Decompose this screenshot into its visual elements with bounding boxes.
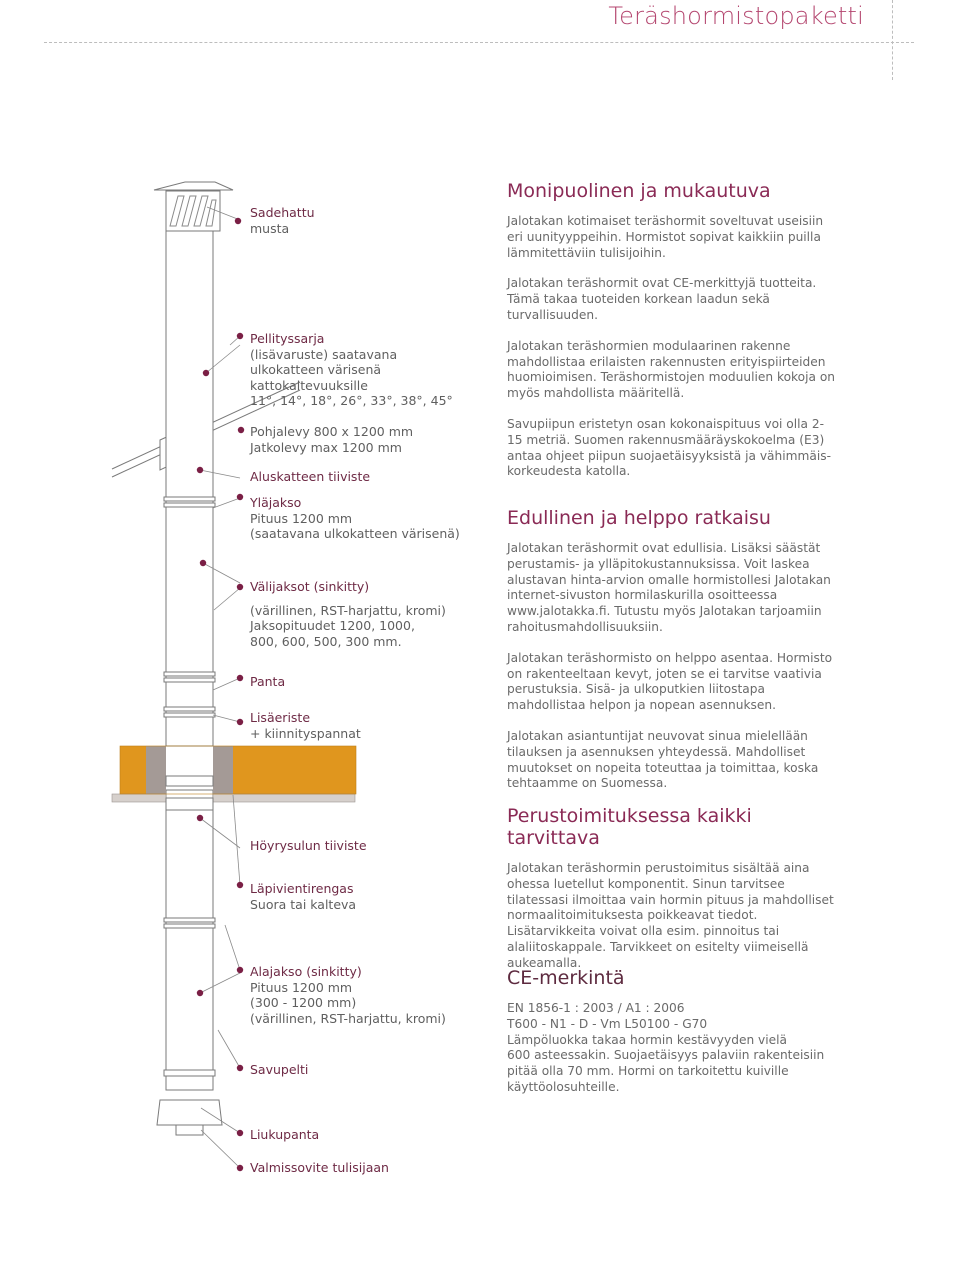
label-sub: + kiinnityspannat (250, 725, 361, 741)
label-lisaeriste (250, 710, 361, 741)
label-line: Pituus 1200 mm (250, 979, 353, 995)
label-sadehattu (250, 205, 315, 236)
label-title: Valmissovite tulisijaan (250, 1160, 389, 1175)
label-line: (300 - 1200 mm) (250, 995, 357, 1010)
section-perustoimitus (507, 805, 837, 987)
label-valijaksot (250, 579, 446, 649)
label-line: 11°, 14°, 18°, 26°, 33°, 38°, 45° (250, 393, 453, 408)
ce-line: EN 1856-1 : 2003 / A1 : 2006 (507, 1001, 685, 1015)
label-line: (saatavana ulkokatteen värisenä) (250, 526, 460, 541)
label-title: Välijaksot (sinkitty) (250, 579, 370, 594)
paragraph: Savupiipun eristetyn osan kokonaispituus voi olla 2-15 metriä. Suomen rakennusmääräyskokoelma (E3) antaa ohjeet piipun suojaetäisyyksistä ja vähimmäis-korkeudesta katolla. (507, 416, 831, 479)
label-line: kattokaltevuuksille (250, 377, 368, 393)
label-liukupanta (250, 1127, 319, 1143)
label-line: Jatkolevy max 1200 mm (250, 439, 402, 455)
section-heading: Monipuolinen ja mukautuva (507, 180, 771, 202)
section-heading: Perustoimituksessa kaikki tarvittava (507, 805, 752, 849)
label-sub: Suora tai kalteva (250, 896, 357, 912)
label-line: (lisävaruste) saatavana (250, 346, 398, 362)
label-ylajakso (250, 495, 460, 542)
label-title: Pellityssarja (250, 331, 325, 346)
liukupanta-shape (157, 1100, 222, 1125)
label-pohjalevy (250, 424, 413, 455)
label-line: Pohjalevy 800 x 1200 mm (250, 424, 414, 439)
page-title: Teräshormistopaketti (608, 2, 864, 30)
section-heading: Edullinen ja helppo ratkaisu (507, 507, 771, 529)
label-title: Sadehattu (250, 205, 315, 220)
paragraph: Jalotakan teräshormit ovat CE-merkittyjä tuotteita. Tämä takaa tuoteiden korkean laadun sekä turvallisuuden. (507, 276, 817, 322)
label-title: Aluskatteen tiiviste (250, 469, 371, 484)
label-alajakso (250, 964, 446, 1026)
ce-line: käyttöolosuhteille. (507, 1079, 620, 1094)
label-title: Alajakso (sinkitty) (250, 964, 362, 979)
chimney-pipe-lower (166, 790, 213, 1090)
section-edullinen (507, 507, 837, 807)
ce-line: 600 asteessakin. Suojaetäisyys palaviin rakenteisiin (507, 1048, 825, 1063)
label-valmissovite (250, 1160, 389, 1176)
label-title: Yläjakso (250, 495, 302, 510)
label-sub: musta (250, 220, 290, 236)
label-title: Liukupanta (250, 1127, 320, 1142)
paragraph: Jalotakan kotimaiset teräshormit soveltuvat useisiin eri uunityyppeihin. Hormistot sopivat kaikkiin puilla lämmitettäviin tulisijoihin. (507, 214, 824, 260)
label-lapivienti (250, 881, 356, 912)
section-ce-merkinta (507, 967, 837, 1096)
label-savupelti (250, 1062, 308, 1078)
label-line: 800, 600, 500, 300 mm. (250, 633, 402, 649)
paragraph: Jalotakan teräshormin perustoimitus sisältää aina ohessa luetellut komponentit. Sinun tarvitsee tilatessasi ilmoittaa vain hormin pituus ja mahdolliset normaalitoimituksesta poikkeavat tiedot. Lisätarvikkeita voivat olla esim. pinnoitus tai alaliitoskappale. Tarvikkeet on esitelty viimeisellä aukeamalla. (507, 861, 834, 970)
paragraph: Jalotakan teräshormien modulaarinen rakenne mahdollistaa erilaisten rakennusten erityispiirteiden huomioimisen. Teräshormistojen moduulien kokoja on myös mahdollista määritellä. (507, 338, 836, 401)
label-line: Pituus 1200 mm (250, 510, 353, 526)
label-panta (250, 674, 285, 690)
ce-line: Lämpöluokka takaa hormin kestävyyden vielä (507, 1032, 788, 1047)
paragraph: Jalotakan teräshormisto on helppo asentaa. Hormisto on rakenteeltaan kevyt, joten se ei tarvitse vaativia perustuksia. Sisä- ja ulkoputkien liitostapa mahdollistaa helpon ja nopean asennuksen. (507, 650, 833, 713)
label-title: Panta (250, 674, 286, 689)
ce-line: T600 - N1 - D - Vm L50100 - G70 (507, 1016, 708, 1031)
rain-cap-top (154, 182, 233, 190)
label-title: Läpivientirengas (250, 881, 354, 896)
label-hoyrysulun (250, 838, 367, 854)
label-line: (värillinen, RST-harjattu, kromi) (250, 602, 446, 618)
label-line: ulkokatteen värisenä (250, 362, 382, 377)
chimney-pipe-upper (166, 231, 213, 746)
label-line: (värillinen, RST-harjattu, kromi) (250, 1010, 446, 1026)
ce-line: pitää olla 70 mm. Hormi on tarkoitettu kuiville (507, 1064, 789, 1079)
paragraph: Jalotakan teräshormit ovat edullisia. Lisäksi säästät perustamis- ja ylläpitokustannuksissa. Voit laskea alustavan hinta-arvion omalle hormistollesi Jalotakan internet-sivuston hormilaskurilla osoitteessa www.jalotakka.fi. Tutustu myös Jalotakan tarjoamiin rahoitusmahdollisuuksiin. (507, 541, 831, 634)
header-divider-vertical (892, 0, 893, 80)
label-line: Jaksopituudet 1200, 1000, (250, 618, 415, 633)
valmissovite-shape (176, 1125, 203, 1135)
section-heading: CE-merkintä (507, 967, 625, 989)
label-title: Savupelti (250, 1062, 309, 1077)
label-title: Lisäeriste (250, 710, 311, 725)
paragraph: Jalotakan asiantuntijat neuvovat sinua mielellään tilauksen ja asennuksen yhteydessä. Mahdolliset muutokset on nopeita toteuttaa ja toimittaa, koska tehtaamme on Suomessa. (507, 728, 819, 791)
label-pellityssarja (250, 331, 453, 409)
label-aluskatteen (250, 469, 370, 485)
section-monipuolinen (507, 180, 837, 495)
label-title: Höyrysulun tiiviste (250, 838, 367, 853)
ceiling-insulation (112, 746, 356, 810)
